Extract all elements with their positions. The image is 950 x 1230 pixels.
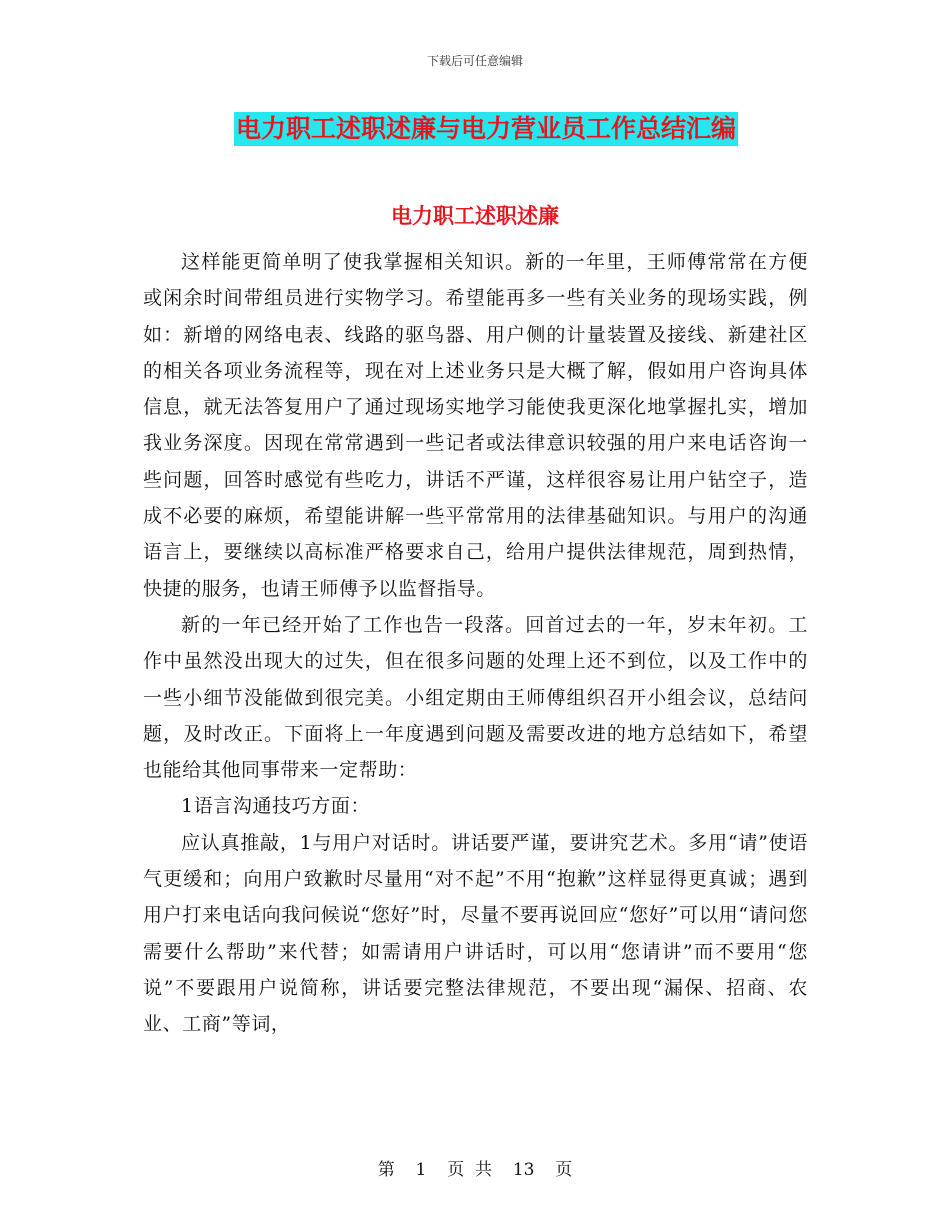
page-label-suffix: 页 (555, 1160, 573, 1180)
page-label-mid: 页 共 (447, 1160, 492, 1180)
document-body (143, 244, 808, 1043)
page-footer (0, 1155, 950, 1180)
page-label-prefix: 第 (377, 1160, 395, 1180)
document-title: 电力职工述职述廉与电力营业员工作总结汇编 (234, 112, 738, 146)
body-paragraph: 新的一年已经开始了工作也告一段落。回首过去的一年，岁末年初。工作中虽然没出现大的过失，但在很多问题的处理上还不到位，以及工作中的一些小细节没能做到很完美。小组定期由王师傅组织召开小组会议，总结问题，及时改正。下面将上一年度遇到问题及需要改进的地方总结如下，希望也能给其他同事带来一定帮助： (143, 613, 808, 782)
body-paragraph: 1语言沟通技巧方面： (181, 795, 371, 818)
page-total: 13 (512, 1160, 535, 1180)
section-title: 电力职工述职述廉 (391, 203, 559, 228)
page-number: 1 (415, 1160, 427, 1180)
body-paragraph: 应认真推敲，1与用户对话时。讲话要严谨，要讲究艺术。多用“请”使语气更缓和；向用户致歉时尽量用“对不起”不用“抱歉”这样显得更真诚；遇到用户打来电话向我问候说“您好”时，尽量不要再说回应“您好”可以用“请问您需要什么帮助”来代替；如需请用户讲话时，可以用“您请讲”而不要用“您说”不要跟用户说简称，讲话要完整法律规范，不要出现“漏保、招商、农业、工商”等词， (143, 831, 808, 1036)
body-paragraph: 这样能更简单明了使我掌握相关知识。新的一年里，王师傅常常在方便或闲余时间带组员进行实物学习。希望能再多一些有关业务的现场实践，例如：新增的网络电表、线路的驱鸟器、用户侧的计量装置及接线、新建社区的相关各项业务流程等，现在对上述业务只是大概了解，假如用户咨询具体信息，就无法答复用户了通过现场实地学习能使我更深化地掌握扎实，增加我业务深度。因现在常常遇到一些记者或法律意识较强的用户来电话咨询一些问题，回答时感觉有些吃力，讲话不严谨，这样很容易让用户钻空子，造成不必要的麻烦，希望能讲解一些平常常用的法律基础知识。与用户的沟通语言上，要继续以高标准严格要求自己，给用户提供法律规范，周到热情，快捷的服务，也请王师傅予以监督指导。 (143, 251, 808, 600)
header-note: 下载后可任意编辑 (426, 54, 523, 68)
